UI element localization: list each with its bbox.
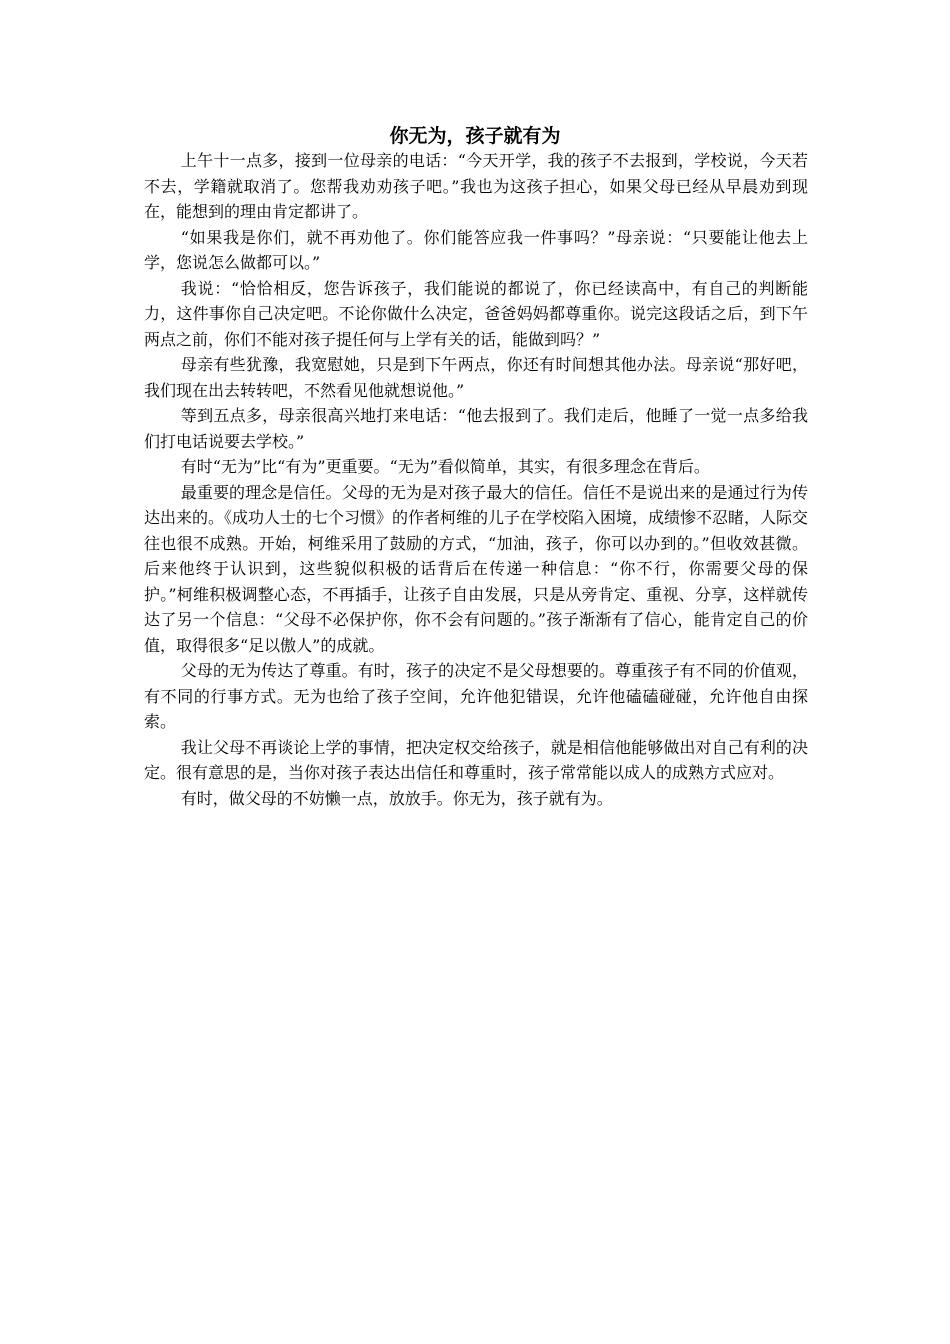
paragraph: 等到五点多，母亲很高兴地打来电话：“他去报到了。我们走后，他睡了一觉一点多给我们打电话说要去学校。” [144, 406, 808, 451]
paragraph: 上午十一点多，接到一位母亲的电话：“今天开学，我的孩子不去报到，学校说，今天若不去，学籍就取消了。您帮我劝劝孩子吧。”我也为这孩子担心，如果父母已经从早晨劝到现在，能想到的理由肯定都讲了。 [144, 151, 808, 221]
paragraph: 父母的无为传达了尊重。有时，孩子的决定不是父母想要的。尊重孩子有不同的价值观，有不同的行事方式。无为也给了孩子空间，允许他犯错误，允许他磕磕碰碰，允许他自由探索。 [144, 661, 808, 731]
paragraph: 我让父母不再谈论上学的事情，把决定权交给孩子，就是相信他能够做出对自己有利的决定。很有意思的是，当你对孩子表达出信任和尊重时，孩子常常能以成人的成熟方式应对。 [144, 737, 808, 782]
paragraph: “如果我是你们，就不再劝他了。你们能答应我一件事吗？”母亲说：“只要能让他去上学，您说怎么做都可以。” [144, 227, 808, 272]
document-body [144, 148, 808, 811]
paragraph: 最重要的理念是信任。父母的无为是对孩子最大的信任。信任不是说出来的是通过行为传达出来的。《成功人士的七个习惯》的作者柯维的儿子在学校陷入困境，成绩惨不忍睹，人际交往也很不成熟。开始，柯维采用了鼓励的方式，“加油，孩子，你可以办到的。”但收效甚微。后来他终于认识到，这些貌似积极的话背后在传递一种信息：“你不行，你需要父母的保护。”柯维积极调整心态，不再插手，让孩子自由发展，只是从旁肯定、重视、分享，这样就传达了另一个信息：“父母不必保护你，你不会有问题的。”孩子渐渐有了信心，能肯定自己的价值，取得很多“足以傲人”的成就。 [144, 482, 809, 655]
paragraph: 母亲有些犹豫，我宽慰她，只是到下午两点，你还有时间想其他办法。母亲说“那好吧，我们现在出去转转吧，不然看见他就想说他。” [144, 355, 808, 400]
paragraph: 有时，做父母的不妨懒一点，放放手。你无为，孩子就有为。 [180, 788, 613, 808]
document-title: 你无为，孩子就有为 [389, 125, 561, 147]
paragraph: 有时“无为”比“有为”更重要。“无为”看似简单，其实，有很多理念在背后。 [180, 457, 710, 476]
paragraph: 我说：“恰恰相反，您告诉孩子，我们能说的都说了，你已经读高中，有自己的判断能力，这件事你自己决定吧。不论你做什么决定，爸爸妈妈都尊重你。说完这段话之后，到下午两点之前，你们不能对孩子提任何与上学有关的话，能做到吗？” [144, 278, 808, 349]
